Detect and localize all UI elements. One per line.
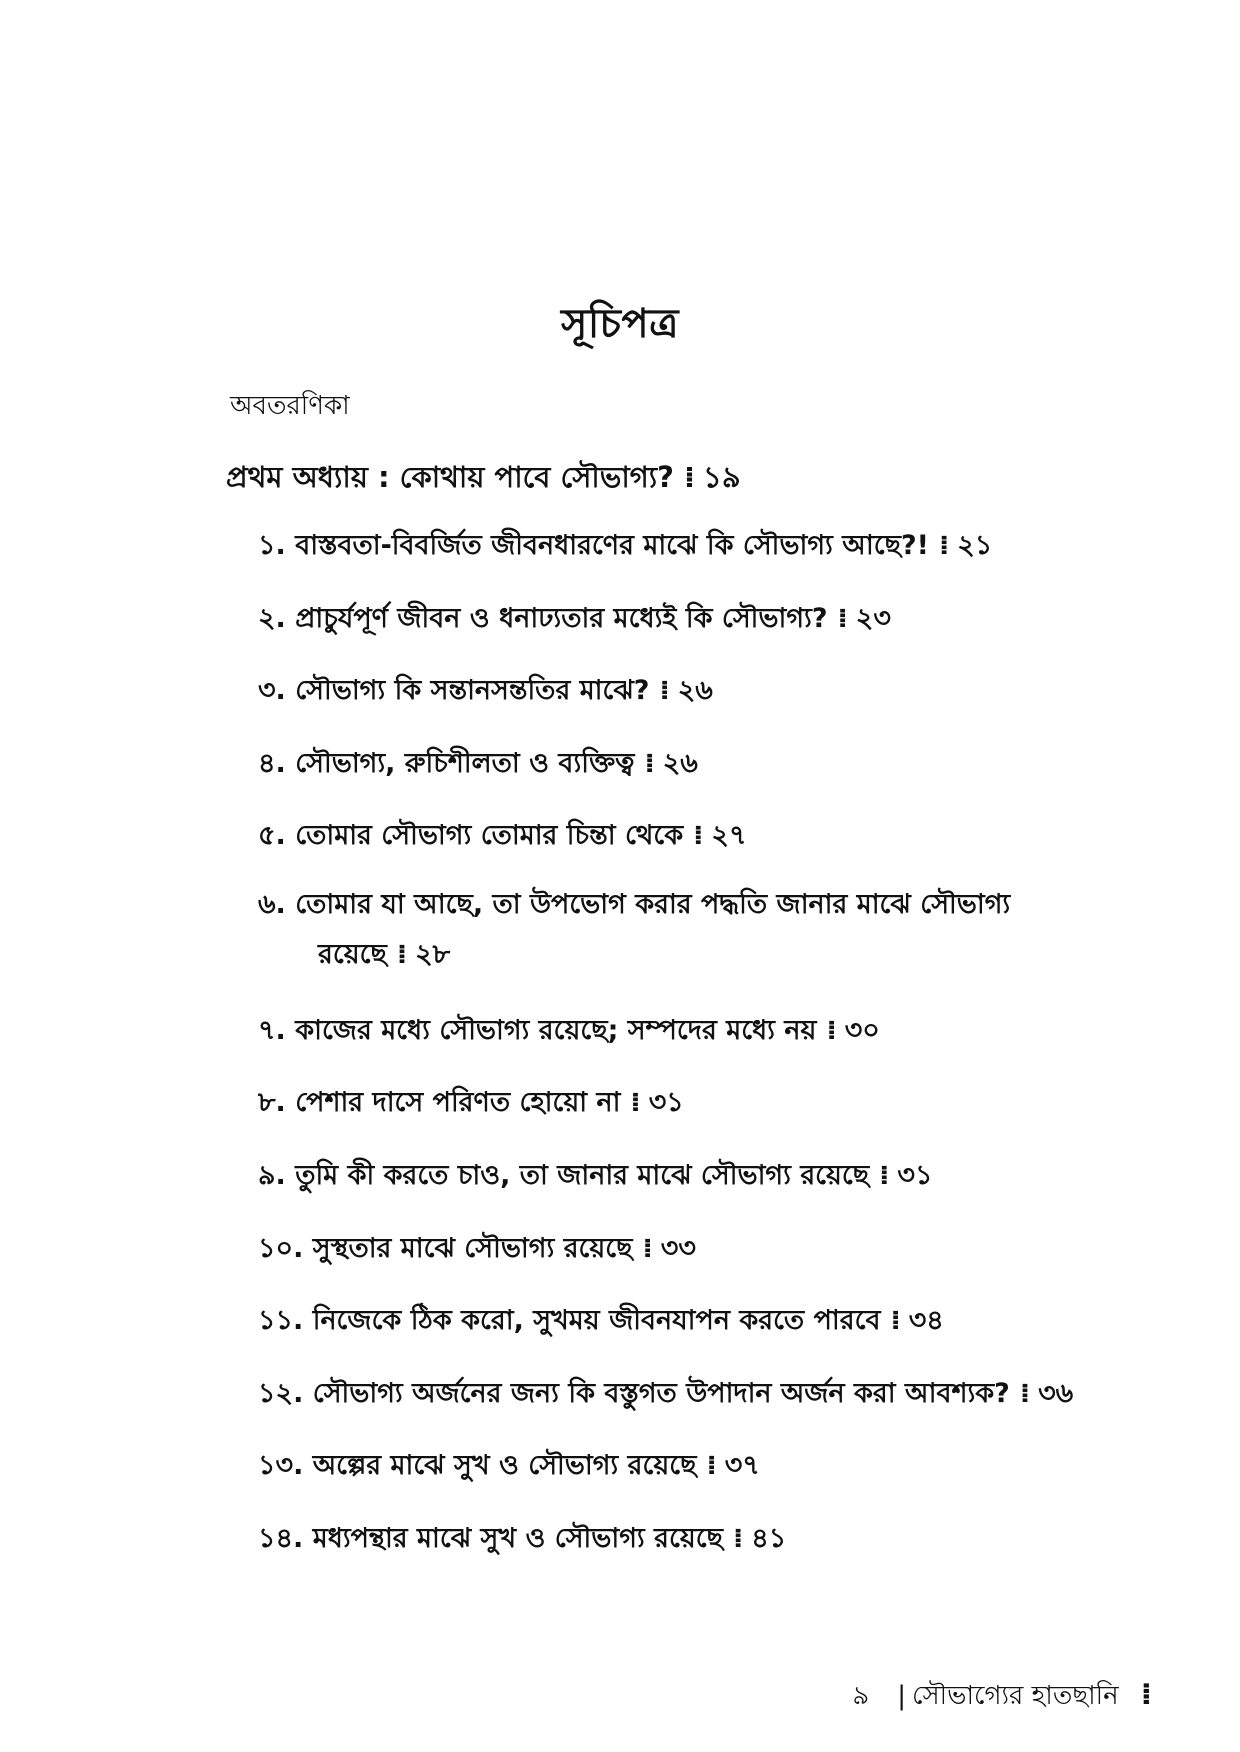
entry-page-number: ২১ xyxy=(957,530,993,561)
entry-text: পেশার দাসে পরিণত হোয়ো না xyxy=(295,1087,621,1118)
entry-number: ৩. xyxy=(258,675,286,706)
entry-text: প্রাচুর্যপূর্ণ জীবন ও ধনাঢ্যতার মধ্যেই কি সৌভাগ্য? xyxy=(295,603,828,634)
toc-entry xyxy=(258,1228,696,1273)
entry-number: ১. xyxy=(258,530,286,561)
toc-entry xyxy=(258,1300,944,1345)
separator-glyph: ⁞ xyxy=(644,748,655,779)
entry-text: সৌভাগ্য, রুচিশীলতা ও ব্যক্তিত্ব xyxy=(295,748,635,779)
entry-page-number: ৩১ xyxy=(648,1087,684,1118)
entry-page-number: ২৮ xyxy=(415,939,451,970)
entry-text: সৌভাগ্য কি সন্তানসন্ততির মাঝে? xyxy=(295,675,650,706)
toc-entry xyxy=(258,525,992,570)
toc-chapter-heading xyxy=(226,455,741,504)
entry-number: ৫. xyxy=(258,820,286,851)
entry-text: কাজের মধ্যে সৌভাগ্য রয়েছে; সম্পদের মধ্যে নয় xyxy=(295,1015,817,1046)
chapter-page-number: ১৯ xyxy=(703,460,741,494)
toc-entry xyxy=(258,1082,684,1127)
separator-glyph: ⁞ xyxy=(890,1305,901,1336)
toc-intro-entry: অবতরণিকা xyxy=(230,391,350,421)
separator-glyph: ⁞ xyxy=(630,1087,641,1118)
entry-number: ৭. xyxy=(258,1015,286,1046)
entry-page-number: ২৬ xyxy=(677,675,713,706)
separator-glyph: ⁞ xyxy=(826,1015,837,1046)
toc-entry xyxy=(258,815,747,860)
entry-number: ১২. xyxy=(258,1378,304,1409)
entry-text: বাস্তবতা-বিবর্জিত জীবনধারণের মাঝে কি সৌভাগ্য আছে?! xyxy=(295,530,929,561)
entry-number: ৮. xyxy=(258,1087,286,1118)
entry-number: ১০. xyxy=(258,1233,304,1264)
entry-number: ১৩. xyxy=(258,1450,304,1481)
separator-glyph: ⁞ xyxy=(1019,1378,1031,1409)
toc-entry xyxy=(258,743,698,788)
entry-page-number: ৩৪ xyxy=(908,1305,944,1336)
footer-page-number: ৯ xyxy=(852,1681,870,1711)
page-title: সূচিপত্র xyxy=(561,301,679,347)
footer-ornament-glyph: ⁞ xyxy=(1140,1677,1152,1712)
entry-number: ১৪. xyxy=(258,1523,304,1554)
toc-entry xyxy=(258,1010,880,1055)
toc-entry xyxy=(258,1518,786,1563)
entry-text: নিজেকে ঠিক করো, সুখময় জীবনযাপন করতে পারবে xyxy=(312,1305,881,1336)
entry-page-number: ৪১ xyxy=(751,1523,787,1554)
entry-text: অল্পের মাঝে সুখ ও সৌভাগ্য রয়েছে xyxy=(312,1450,697,1481)
separator-glyph: ⁞ xyxy=(659,675,670,706)
entry-text: তোমার যা আছে, তা উপভোগ করার পদ্ধতি জানার মাঝে সৌভাগ্য xyxy=(295,889,1011,920)
entry-text-continued: রয়েছে xyxy=(318,939,387,970)
entry-number: ৬. xyxy=(258,889,286,920)
separator-glyph: ⁞ xyxy=(732,1523,744,1554)
entry-number: ২. xyxy=(258,603,286,634)
entry-page-number: ২৩ xyxy=(855,603,891,634)
entry-text: সুস্থতার মাঝে সৌভাগ্য রয়েছে xyxy=(312,1233,633,1264)
entry-page-number: ৩৬ xyxy=(1038,1378,1074,1409)
entry-text: মধ্যপন্থার মাঝে সুখ ও সৌভাগ্য রয়েছে xyxy=(312,1523,723,1554)
toc-entry xyxy=(258,1155,932,1200)
toc-entry xyxy=(258,1373,1073,1418)
separator-glyph: ⁞ xyxy=(642,1233,653,1264)
separator-glyph: ⁞ xyxy=(879,1160,890,1191)
entry-page-number: ২৭ xyxy=(711,820,747,851)
entry-page-number: ৩১ xyxy=(897,1160,933,1191)
separator-glyph: ⁞ xyxy=(706,1450,717,1481)
separator-glyph: ⁞ xyxy=(396,939,408,970)
page-footer xyxy=(852,1675,1152,1719)
entry-number: ৪. xyxy=(258,748,286,779)
separator-glyph: ⁞ xyxy=(683,460,696,494)
entry-text: তোমার সৌভাগ্য তোমার চিন্তা থেকে xyxy=(295,820,684,851)
toc-entry xyxy=(258,670,713,715)
entry-continuation xyxy=(258,930,1118,980)
toc-entry xyxy=(258,1445,760,1490)
entry-page-number: ৩০ xyxy=(844,1015,880,1046)
entry-page-number: ৩৩ xyxy=(660,1233,696,1264)
entry-number: ৯. xyxy=(258,1160,286,1191)
entry-text: সৌভাগ্য অর্জনের জন্য কি বস্তুগত উপাদান অর্জন করা আবশ্যক? xyxy=(312,1378,1010,1409)
footer-divider: | xyxy=(897,1681,906,1711)
toc-entry xyxy=(258,880,1118,980)
separator-glyph: ⁞ xyxy=(693,820,704,851)
toc-entry xyxy=(258,598,891,643)
chapter-label: প্রথম অধ্যায় : কোথায় পাবে সৌভাগ্য? xyxy=(226,460,674,494)
footer-book-title: সৌভাগ্যের হাতছানি xyxy=(911,1681,1119,1711)
separator-glyph: ⁞ xyxy=(837,603,848,634)
entry-text: তুমি কী করতে চাও, তা জানার মাঝে সৌভাগ্য রয়েছে xyxy=(295,1160,870,1191)
entry-number: ১১. xyxy=(258,1305,304,1336)
separator-glyph: ⁞ xyxy=(938,530,950,561)
entry-page-number: ২৬ xyxy=(662,748,698,779)
entry-page-number: ৩৭ xyxy=(724,1450,760,1481)
